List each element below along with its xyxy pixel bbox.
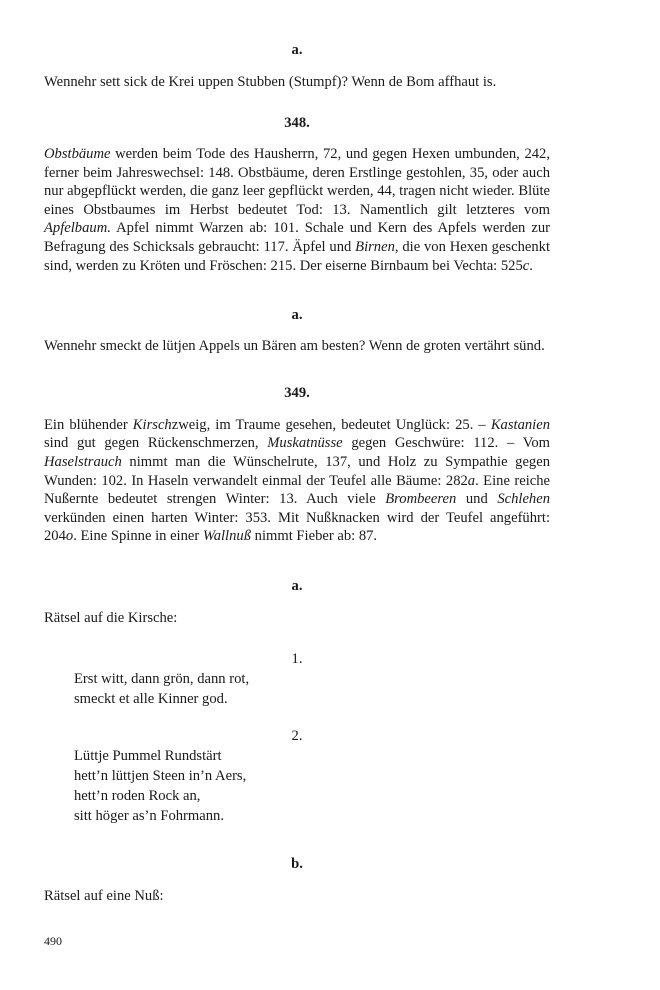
term-birnen: Birnen, [355, 238, 399, 255]
verse-line: hett’n roden Rock an, [74, 787, 201, 804]
text-run: und [456, 491, 498, 508]
term-wallnuss: Wallnuß [202, 528, 252, 545]
text-run: gegen Geschwüre: 112. – Vom [342, 435, 550, 452]
text-run: verkünden einen harten Winter: 353. Mit Nußknacken wird der Teufel angeführt: 204 [44, 509, 550, 545]
section-heading-a: a. [291, 42, 303, 58]
ref-suffix: a [467, 472, 476, 489]
riddle-verse [44, 746, 550, 826]
riddle-number: 1. [291, 650, 303, 667]
section-349-paragraph [44, 416, 550, 546]
text-run: nimmt man die Wünschelrute, 137, und Holz zu Sympathie gegen Wunden: 102. In Haseln verwandelt einmal der Teufel alle Bäume: 282 [44, 453, 550, 489]
text-run: werden beim Tode des Hausherrn, 72, und gegen Hexen umbunden, 242, ferner beim Jahreswechsel: 148. Obstbäume, deren Erstlinge gestohlen, 35, oder auch nur abgepflückt werden, die ganz leer gepflückt werden, 44, tragen nicht wieder. Blüte eines Obstbaumes im Herbst bedeutet Tod: 13. Namentlich gilt letzteres vom [44, 146, 550, 218]
term-haselstrauch: Haselstrauch [44, 453, 122, 470]
text-run: Ein blühender [44, 416, 133, 433]
section-heading-a: a. [291, 577, 303, 594]
term-apfelbaum: Apfelbaum. [44, 220, 111, 237]
section-348-paragraph [44, 145, 550, 275]
verse-line: Lüttje Pummel Rundstärt [74, 747, 222, 764]
term-muskatnuesse: Muskatnüsse [267, 435, 343, 452]
verse-line: hett’n lüttjen Steen in’n Aers, [74, 767, 247, 784]
term-kastanien: Kastanien [490, 416, 551, 433]
riddle-intro: Rätsel auf eine Nuß: [44, 887, 164, 904]
section-heading-349: 349. [284, 384, 310, 401]
text-run: . Eine reiche Nußernte bedeutet strengen Winter: 13. Auch viele [44, 472, 550, 508]
section-heading-a: a. [291, 307, 303, 324]
riddle-verse [44, 669, 550, 709]
ref-suffix: o [65, 528, 74, 545]
text-run: Apfel nimmt Warzen ab: 101. Schale und Kern des Apfels werden zur Befragung des Schicksals gebraucht: 117. Äpfel und [44, 220, 550, 255]
term-schlehen: Schlehen [497, 491, 550, 508]
text-run: nimmt Fieber ab: 87. [251, 528, 378, 545]
section-heading-b: b. [291, 855, 303, 872]
term-obstbaeume: Obstbäume [44, 146, 111, 162]
text-run: die von Hexen geschenkt sind, werden zu Kröten und Fröschen: 215. Der eiserne Birnbaum bei Vechta: 525 [44, 238, 550, 274]
page-content [44, 40, 550, 906]
section-heading-348: 348. [284, 115, 310, 131]
text-run: zweig, im Traume gesehen, bedeutet Unglück: 25. – [171, 416, 491, 433]
verse-line: sitt höger as’n Fohrmann. [74, 807, 224, 824]
riddle-text: Wennehr sett sick de Krei uppen Stubben (Stumpf)? Wenn de Bom affhaut is. [44, 74, 497, 90]
term-brombeeren: Brombeeren [385, 491, 457, 508]
ref-suffix: c [522, 257, 530, 274]
text-run: sind gut gegen Rückenschmerzen, [44, 435, 268, 452]
riddle-number: 2. [291, 727, 303, 744]
riddle-intro: Rätsel auf die Kirsche: [44, 609, 178, 626]
riddle-text: Wennehr smeckt de lütjen Appels un Bären am besten? Wenn de groten vertährt sünd. [44, 338, 545, 355]
text-run: . Eine Spinne in einer [73, 528, 203, 545]
verse-line: smeckt et alle Kinner god. [74, 690, 228, 707]
term-kirsch: Kirsch [132, 416, 172, 433]
verse-line: Erst witt, dann grön, dann rot, [74, 670, 250, 687]
text-run: . [529, 257, 533, 274]
page-number: 490 [44, 934, 62, 948]
